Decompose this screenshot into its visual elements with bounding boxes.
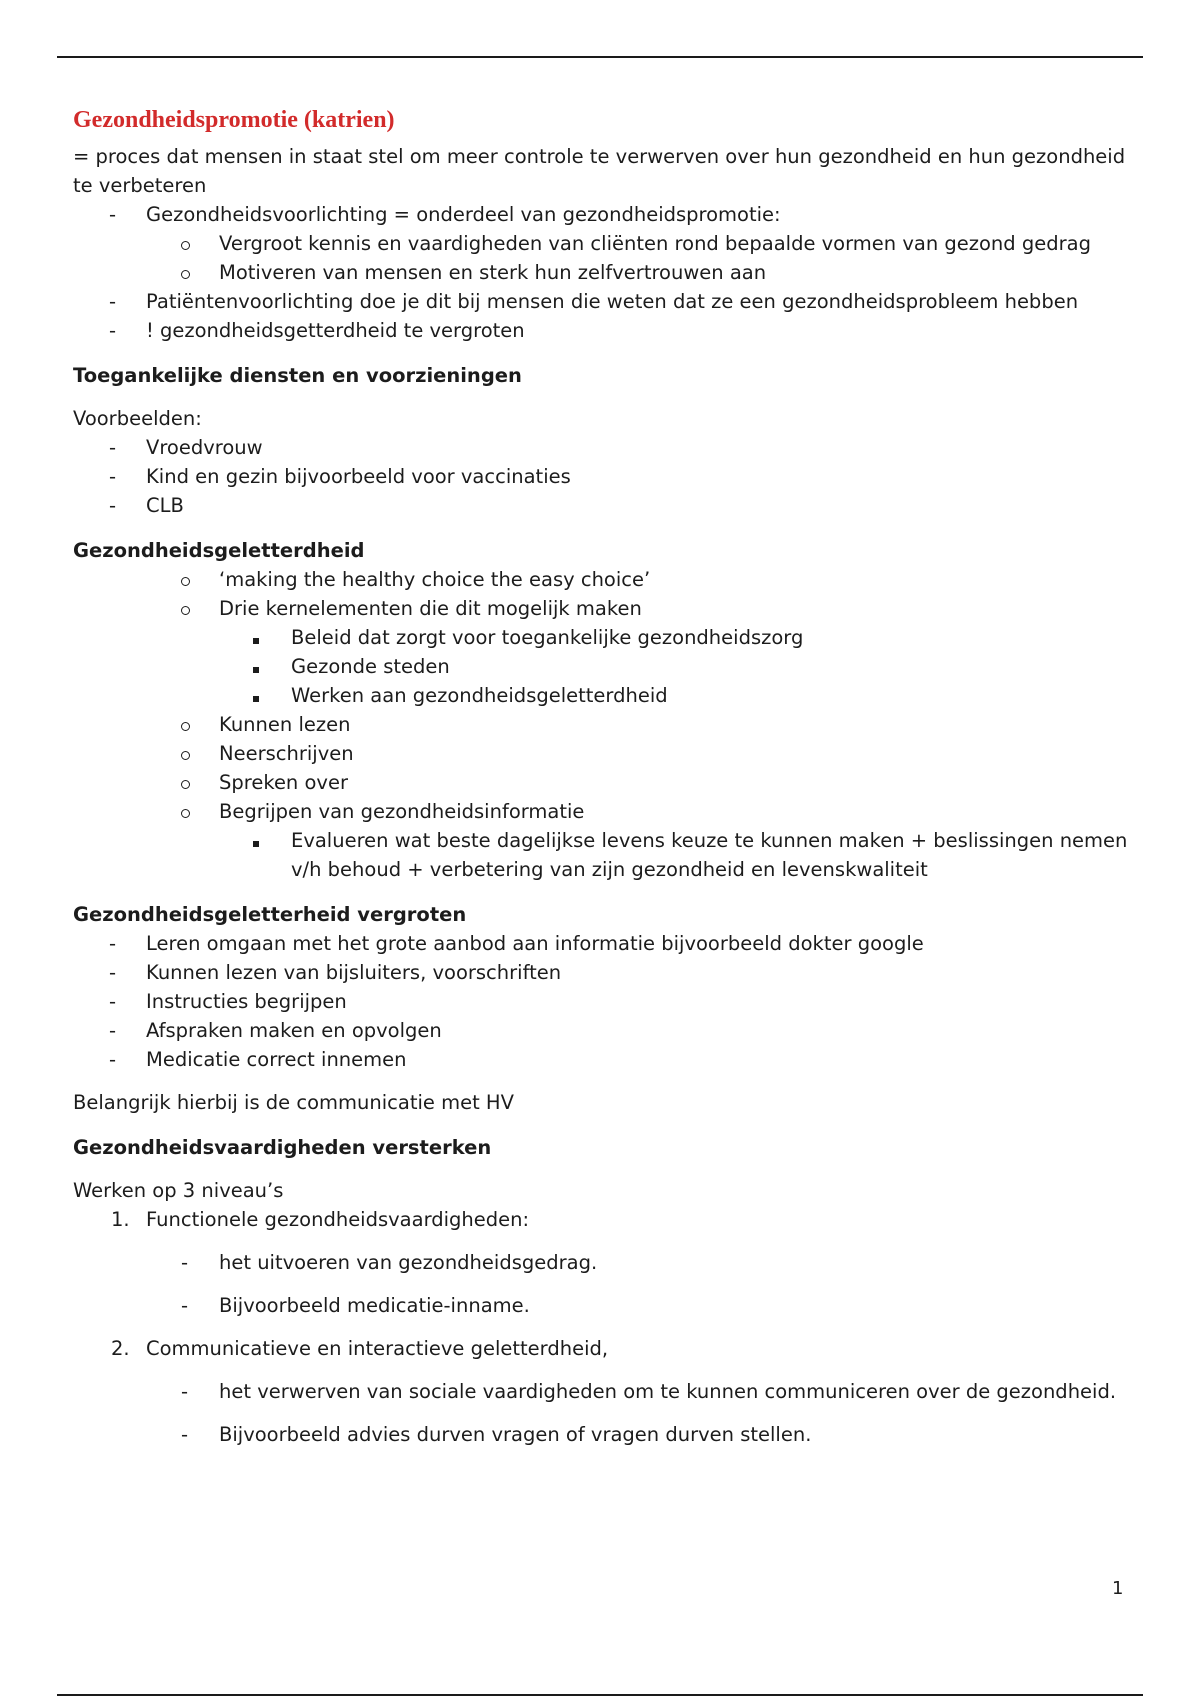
- list-item-text: Begrijpen van gezondheidsinformatie: [219, 800, 585, 823]
- list-item: [73, 710, 1133, 739]
- list-item-text: Gezonde steden: [291, 655, 450, 678]
- dash-bullet: -: [109, 203, 117, 226]
- section-heading-vaardigheden: Gezondheidsvaardigheden versterken: [73, 1136, 492, 1159]
- list-item-text: het verwerven van sociale vaardigheden om te kunnen communiceren over de gezondheid.: [219, 1380, 1117, 1403]
- list-item: [73, 623, 1133, 652]
- section-heading-toegankelijk: Toegankelijke diensten en voorzieningen: [73, 364, 522, 387]
- numbered-item: [73, 1334, 1133, 1363]
- list-item: [73, 565, 1133, 594]
- dash-bullet: -: [109, 465, 117, 488]
- circle-bullet-icon: [181, 258, 190, 287]
- list-item: [73, 958, 1133, 987]
- dash-bullet: -: [181, 1423, 189, 1446]
- list-item-text: Afspraken maken en opvolgen: [146, 1019, 442, 1042]
- list-item: [73, 1291, 1133, 1320]
- communicatie-note: Belangrijk hierbij is de communicatie met HV: [73, 1091, 514, 1114]
- list-item: [73, 681, 1133, 710]
- dash-bullet: -: [109, 961, 117, 984]
- section-heading-geletterdheid: Gezondheidsgeletterdheid: [73, 539, 365, 562]
- list-item-text: Vroedvrouw: [146, 436, 263, 459]
- list-item: [73, 826, 1133, 884]
- list-item: [73, 987, 1133, 1016]
- circle-bullet-icon: [181, 229, 190, 258]
- list-item-text: Werken aan gezondheidsgeletterdheid: [291, 684, 668, 707]
- geletterdheid-list: [73, 565, 1133, 884]
- list-item: [73, 768, 1133, 797]
- list-item-text: CLB: [146, 494, 184, 517]
- list-item: [73, 491, 1133, 520]
- circle-bullet-icon: [181, 710, 190, 739]
- list-item: [73, 1016, 1133, 1045]
- list-item-text: Functionele gezondheidsvaardigheden:: [146, 1208, 530, 1231]
- document-body: [73, 104, 1133, 1449]
- voorbeelden-label: Voorbeelden:: [73, 407, 202, 430]
- page-number: 1: [1112, 1578, 1124, 1599]
- header-rule: [57, 56, 1143, 58]
- list-item: [73, 1045, 1133, 1074]
- list-item-text: Beleid dat zorgt voor toegankelijke gezondheidszorg: [291, 626, 804, 649]
- list-item: [73, 1420, 1133, 1449]
- list-item: [73, 200, 1133, 229]
- niveaus-intro: Werken op 3 niveau’s: [73, 1179, 284, 1202]
- circle-bullet-icon: [181, 739, 190, 768]
- voorbeelden-list: [73, 433, 1133, 520]
- dash-bullet: -: [109, 494, 117, 517]
- list-item-text: Instructies begrijpen: [146, 990, 347, 1013]
- list-item: [73, 797, 1133, 826]
- list-item-text: Patiëntenvoorlichting doe je dit bij mensen die weten dat ze een gezondheidsprobleem hebben: [146, 290, 1079, 313]
- square-bullet-icon: [253, 623, 259, 652]
- circle-bullet-icon: [181, 565, 190, 594]
- list-item: [73, 316, 1133, 345]
- dash-bullet: -: [109, 990, 117, 1013]
- circle-bullet-icon: [181, 797, 190, 826]
- dash-bullet: -: [109, 290, 117, 313]
- list-item-text: ! gezondheidsgetterdheid te vergroten: [146, 319, 525, 342]
- footer-rule: [57, 1694, 1143, 1696]
- intro-paragraph: = proces dat mensen in staat stel om meer controle te verwerven over hun gezondheid en hun gezondheid te verbeteren: [73, 145, 1126, 197]
- list-item: [73, 739, 1133, 768]
- dash-bullet: -: [181, 1294, 189, 1317]
- list-item-text: Vergroot kennis en vaardigheden van cliënten rond bepaalde vormen van gezond gedrag: [219, 232, 1091, 255]
- page-title: Gezondheidspromotie (katrien): [73, 107, 395, 133]
- list-item: [73, 594, 1133, 623]
- list-item-text: Bijvoorbeeld advies durven vragen of vragen durven stellen.: [219, 1423, 812, 1446]
- list-item: [73, 258, 1133, 287]
- list-item-text: Drie kernelementen die dit mogelijk maken: [219, 597, 642, 620]
- list-item-text: Bijvoorbeeld medicatie-inname.: [219, 1294, 530, 1317]
- list-item-text: Leren omgaan met het grote aanbod aan informatie bijvoorbeeld dokter google: [146, 932, 924, 955]
- list-item-text: Evalueren wat beste dagelijkse levens keuze te kunnen maken + beslissingen nemen v/h behoud + verbetering van zijn gezondheid en levenskwaliteit: [291, 829, 1128, 881]
- list-item-text: Neerschrijven: [219, 742, 354, 765]
- square-bullet-icon: [253, 681, 259, 710]
- list-item: [73, 652, 1133, 681]
- numbered-item: [73, 1205, 1133, 1234]
- list-item-text: Kunnen lezen: [219, 713, 351, 736]
- dash-bullet: -: [109, 1048, 117, 1071]
- list-item-text: Communicatieve en interactieve geletterdheid,: [146, 1337, 609, 1360]
- niveaus-list: [73, 1205, 1133, 1449]
- dash-bullet: -: [109, 1019, 117, 1042]
- square-bullet-icon: [253, 826, 259, 855]
- list-item-text: Motiveren van mensen en sterk hun zelfvertrouwen aan: [219, 261, 767, 284]
- vergroten-list: [73, 929, 1133, 1074]
- dash-bullet: -: [109, 932, 117, 955]
- dash-bullet: -: [109, 319, 117, 342]
- list-item-text: Kind en gezin bijvoorbeeld voor vaccinaties: [146, 465, 571, 488]
- list-item: [73, 229, 1133, 258]
- list-item: [73, 287, 1133, 316]
- item-number: 1.: [111, 1208, 130, 1231]
- voorlichting-list: [73, 200, 1133, 345]
- list-item: [73, 433, 1133, 462]
- dash-bullet: -: [109, 436, 117, 459]
- list-item-text: Kunnen lezen van bijsluiters, voorschriften: [146, 961, 562, 984]
- list-item: [73, 1377, 1133, 1406]
- circle-bullet-icon: [181, 768, 190, 797]
- list-item-text: Gezondheidsvoorlichting = onderdeel van gezondheidspromotie:: [146, 203, 781, 226]
- dash-bullet: -: [181, 1251, 189, 1274]
- list-item-text: het uitvoeren van gezondheidsgedrag.: [219, 1251, 598, 1274]
- list-item-text: ‘making the healthy choice the easy choice’: [219, 568, 651, 591]
- dash-bullet: -: [181, 1380, 189, 1403]
- list-item-text: Medicatie correct innemen: [146, 1048, 407, 1071]
- square-bullet-icon: [253, 652, 259, 681]
- item-number: 2.: [111, 1337, 130, 1360]
- section-heading-vergroten: Gezondheidsgeletterheid vergroten: [73, 903, 467, 926]
- list-item: [73, 929, 1133, 958]
- list-item: [73, 462, 1133, 491]
- circle-bullet-icon: [181, 594, 190, 623]
- list-item: [73, 1248, 1133, 1277]
- list-item-text: Spreken over: [219, 771, 348, 794]
